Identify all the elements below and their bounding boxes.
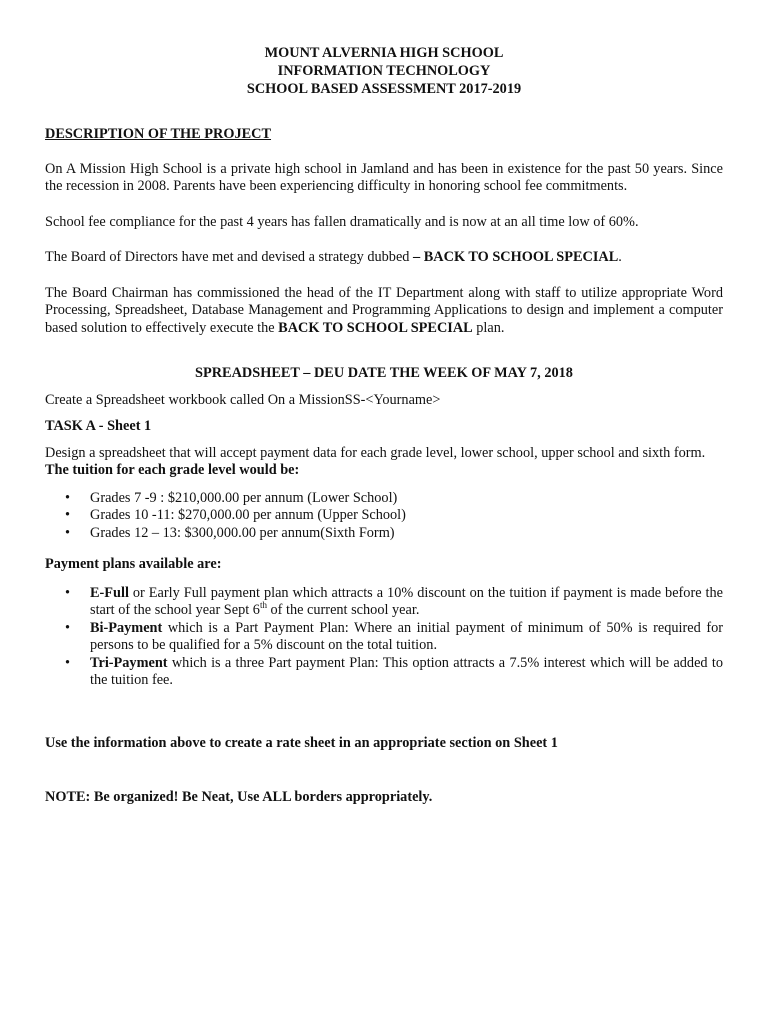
- document-header: [45, 44, 723, 98]
- description-paragraph-3: The Board of Directors have met and devised a strategy dubbed – BACK TO SCHOOL SPECIAL.: [45, 249, 622, 265]
- bullet-icon: •: [65, 654, 71, 671]
- bullet-icon: •: [65, 584, 71, 601]
- tuition-heading: The tuition for each grade level would be:: [45, 462, 300, 478]
- description-paragraph-1: On A Mission High School is a private high school in Jamland and has been in existence for the past 50 years. Since the recession in 2008. Parents have been experiencing difficulty in honoring school fee commitments.: [45, 160, 723, 194]
- document-page: [45, 44, 723, 807]
- tuition-list: [45, 490, 723, 543]
- spreadsheet-title: SPREADSHEET – DEU DATE THE WEEK OF MAY 7, 2018: [195, 365, 573, 381]
- bullet-icon: •: [65, 524, 71, 541]
- list-item: • Tri-Payment which is a three Part payment Plan: This option attracts a 7.5% interest which will be added to the tuition fee.: [65, 654, 723, 688]
- note-text: NOTE: Be organized! Be Neat, Use ALL borders appropriately.: [45, 789, 433, 805]
- bullet-icon: •: [65, 619, 71, 636]
- list-item: • Bi-Payment which is a Part Payment Plan: Where an initial payment of minimum of 50% is required for persons to be qualified for a 5% discount on the total tuition.: [65, 619, 723, 653]
- description-paragraph-4: The Board Chairman has commissioned the head of the IT Department along with staff to utilize appropriate Word Processing, Spreadsheet, Database Management and Programming Applications to design and implement a computer based solution to effectively execute the BACK TO SCHOOL SPECIAL plan.: [45, 284, 723, 336]
- list-item: • Grades 10 -11: $270,000.00 per annum (Upper School): [65, 507, 406, 523]
- list-item: • E-Full or Early Full payment plan which attracts a 10% discount on the tuition if payment is made before the start of the school year Sept 6th of the current school year.: [65, 584, 723, 618]
- plans-heading: Payment plans available are:: [45, 556, 222, 572]
- list-item: • Grades 7 -9 : $210,000.00 per annum (Lower School): [65, 489, 398, 506]
- design-text: Design a spreadsheet that will accept payment data for each grade level, lower school, upper school and sixth form.: [45, 444, 706, 461]
- rate-sheet-instruction: Use the information above to create a rate sheet in an appropriate section on Sheet 1: [45, 734, 558, 751]
- bullet-icon: •: [65, 507, 71, 523]
- list-item: • Grades 12 – 13: $300,000.00 per annum(Sixth Form): [65, 524, 395, 541]
- create-workbook-line: Create a Spreadsheet workbook called On a MissionSS-<Yourname>: [45, 391, 441, 408]
- bullet-icon: •: [65, 489, 71, 506]
- assessment-title: SCHOOL BASED ASSESSMENT 2017-2019: [246, 81, 522, 97]
- description-paragraph-2: School fee compliance for the past 4 years has fallen dramatically and is now at an all time low of 60%.: [45, 213, 639, 230]
- description-title: DESCRIPTION OF THE PROJECT: [45, 126, 272, 142]
- task-title: TASK A - Sheet 1: [45, 418, 152, 434]
- subject-name: INFORMATION TECHNOLOGY: [277, 63, 491, 79]
- payment-plans-list: [45, 585, 723, 690]
- school-name: MOUNT ALVERNIA HIGH SCHOOL: [264, 45, 504, 61]
